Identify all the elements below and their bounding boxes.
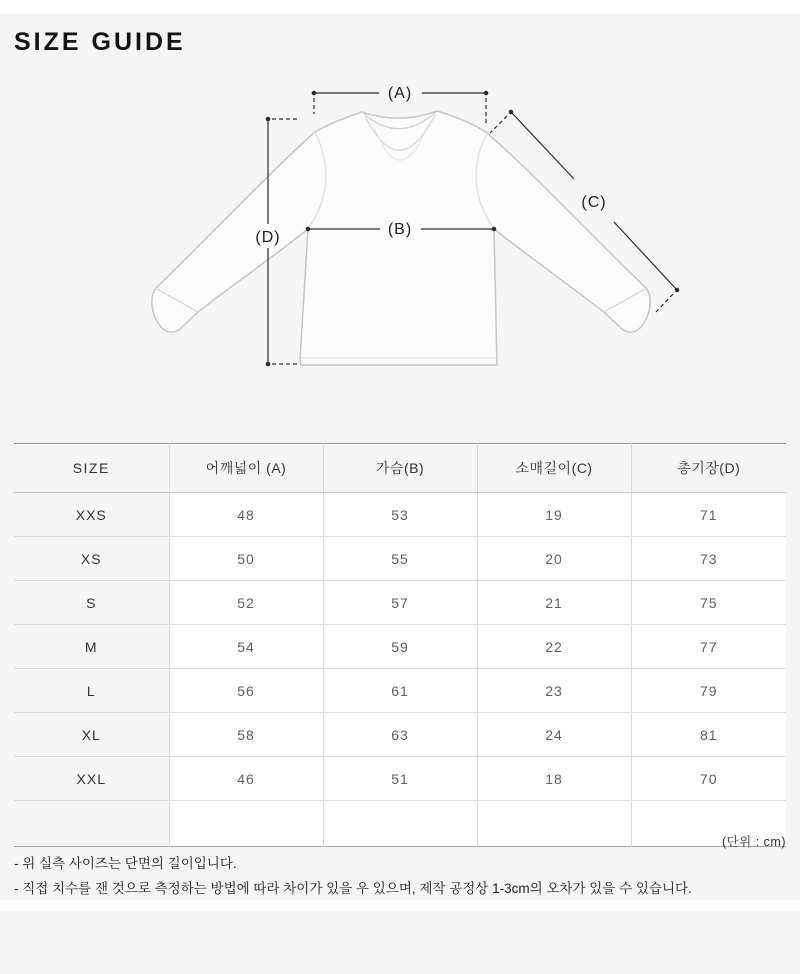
value-cell: 46 xyxy=(169,757,323,801)
table-row xyxy=(14,625,786,669)
col-header-size: SIZE xyxy=(14,444,169,493)
size-cell: XXL xyxy=(14,757,169,801)
value-cell: 58 xyxy=(169,713,323,757)
value-cell: 71 xyxy=(631,493,786,537)
value-cell: 22 xyxy=(477,625,631,669)
size-cell: M xyxy=(14,625,169,669)
value-cell: 52 xyxy=(169,581,323,625)
footnote-line: - 위 실측 사이즈는 단면의 길이입니다. xyxy=(14,856,237,871)
page-title: SIZE GUIDE xyxy=(14,28,186,56)
value-cell: 79 xyxy=(631,669,786,713)
value-cell: 19 xyxy=(477,493,631,537)
value-cell: 81 xyxy=(631,713,786,757)
label-length-d: (D) xyxy=(255,229,281,246)
value-cell: 73 xyxy=(631,537,786,581)
section-divider-gap xyxy=(0,900,800,911)
value-cell xyxy=(477,801,631,847)
table-row xyxy=(14,801,786,847)
value-cell xyxy=(323,801,477,847)
value-cell: 23 xyxy=(477,669,631,713)
sweatshirt-drawing xyxy=(152,111,650,365)
value-cell: 55 xyxy=(323,537,477,581)
table-row xyxy=(14,493,786,537)
value-cell: 21 xyxy=(477,581,631,625)
value-cell: 54 xyxy=(169,625,323,669)
value-cell: 18 xyxy=(477,757,631,801)
size-cell: XL xyxy=(14,713,169,757)
table-row xyxy=(14,669,786,713)
value-cell: 53 xyxy=(323,493,477,537)
value-cell: 61 xyxy=(323,669,477,713)
value-cell: 50 xyxy=(169,537,323,581)
size-cell xyxy=(14,801,169,847)
col-header-sleeve: 소매길이(C) xyxy=(477,444,631,493)
label-shoulder-a: (A) xyxy=(387,85,413,102)
value-cell: 24 xyxy=(477,713,631,757)
table-row xyxy=(14,537,786,581)
size-cell: S xyxy=(14,581,169,625)
table-row xyxy=(14,713,786,757)
size-table xyxy=(14,443,786,847)
col-header-shoulder: 어깨넓이 (A) xyxy=(169,444,323,493)
footnote-line: - 직접 치수를 잰 것으로 측정하는 방법에 따라 차이가 있을 우 있으며, 제작 공정상 1-3cm의 오차가 있을 수 있습니다. xyxy=(14,881,692,896)
unit-note: (단위 : cm) xyxy=(721,835,786,849)
value-cell: 57 xyxy=(323,581,477,625)
size-diagram xyxy=(0,75,800,415)
value-cell: 70 xyxy=(631,757,786,801)
value-cell: 63 xyxy=(323,713,477,757)
table-row xyxy=(14,757,786,801)
label-sleeve-c: (C) xyxy=(581,194,607,211)
size-table-header xyxy=(14,444,786,493)
value-cell: 77 xyxy=(631,625,786,669)
size-cell: XS xyxy=(14,537,169,581)
col-header-length: 총기장(D) xyxy=(631,444,786,493)
label-chest-b: (B) xyxy=(387,221,413,238)
size-cell: XXS xyxy=(14,493,169,537)
size-cell: L xyxy=(14,669,169,713)
value-cell: 20 xyxy=(477,537,631,581)
value-cell: 59 xyxy=(323,625,477,669)
value-cell: 51 xyxy=(323,757,477,801)
value-cell xyxy=(169,801,323,847)
size-table-body xyxy=(14,493,786,847)
value-cell: 75 xyxy=(631,581,786,625)
value-cell: 56 xyxy=(169,669,323,713)
value-cell: 48 xyxy=(169,493,323,537)
footnotes xyxy=(14,851,786,901)
sweatshirt-outline xyxy=(152,111,650,365)
header-row xyxy=(14,444,786,493)
table-row xyxy=(14,581,786,625)
col-header-chest: 가슴(B) xyxy=(323,444,477,493)
